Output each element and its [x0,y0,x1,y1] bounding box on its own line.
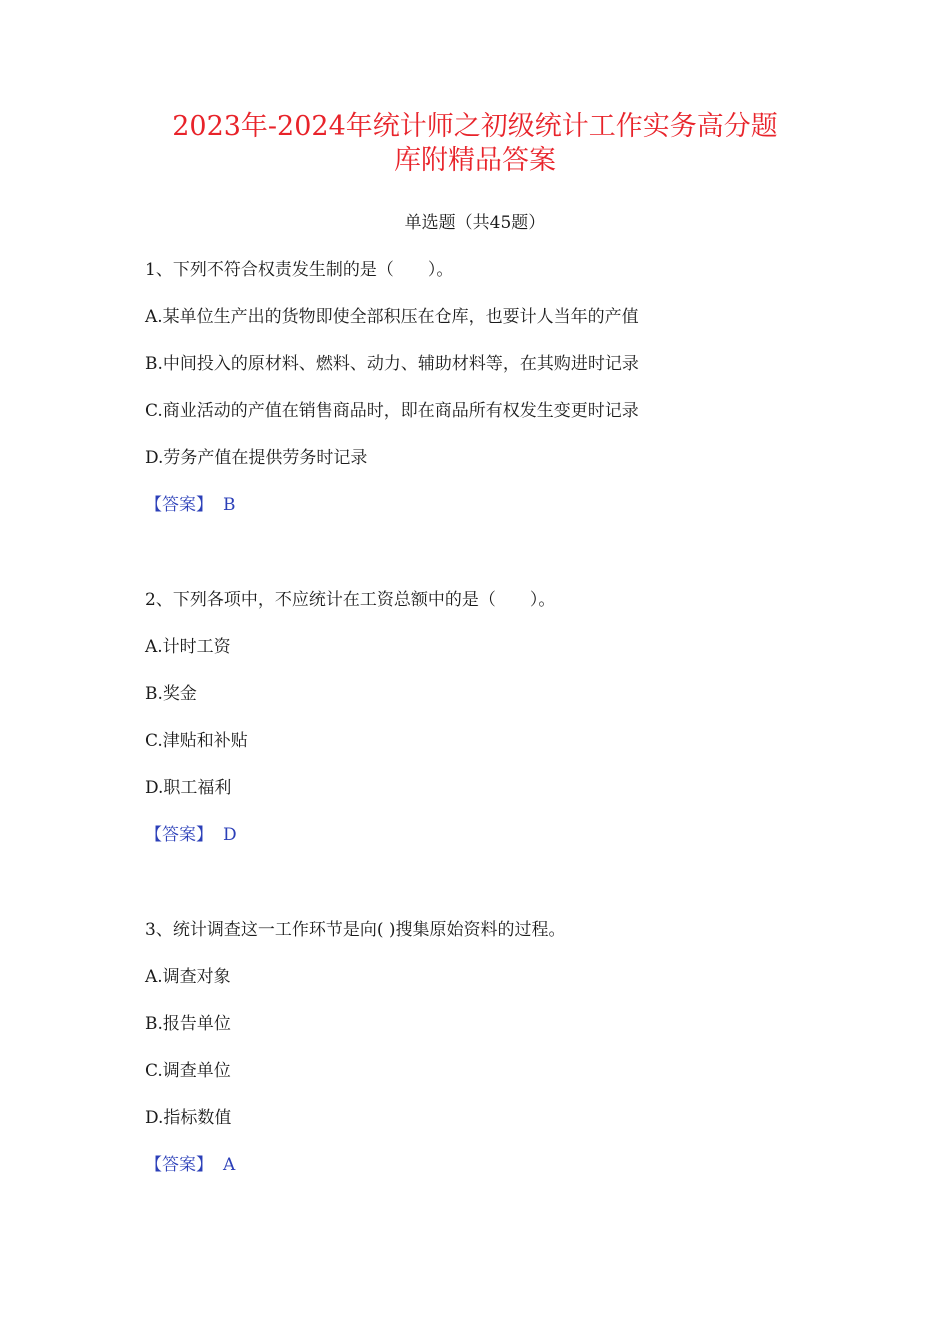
question-1-option-c: C.商业活动的产值在销售商品时，即在商品所有权发生变更时记录 [145,401,639,421]
answer-label: 【答案】 [145,1155,213,1175]
question-2-option-a: A.计时工资 [145,637,231,657]
question-1-option-a: A.某单位生产出的货物即使全部积压在仓库，也要计人当年的产值 [145,307,639,327]
question-1-option-d: D.劳务产值在提供劳务时记录 [145,448,368,468]
question-2-answer [145,824,237,846]
question-3-option-d: D.指标数值 [145,1108,232,1128]
question-3-option-a: A.调查对象 [145,967,231,987]
question-2-option-b: B.奖金 [145,684,197,704]
question-2-stem: 2、下列各项中，不应统计在工资总额中的是（ ）。 [145,590,556,610]
question-2-option-d: D.职工福利 [145,778,232,798]
question-3-stem: 3、统计调查这一工作环节是向( )搜集原始资料的过程。 [145,920,566,940]
question-1-stem: 1、下列不符合权责发生制的是（ ）。 [145,260,454,280]
question-3-answer [145,1154,235,1176]
question-3-option-c: C.调查单位 [145,1061,231,1081]
question-3-option-b: B.报告单位 [145,1014,231,1034]
question-1-option-b: B.中间投入的原材料、燃料、动力、辅助材料等，在其购进时记录 [145,354,639,374]
question-2-option-c: C.津贴和补贴 [145,731,248,751]
answer-value: D [223,825,237,845]
answer-label: 【答案】 [145,825,213,845]
answer-value: A [223,1155,236,1175]
document-title-line2: 库附精品答案 [394,145,556,176]
section-heading: 单选题（共45题） [404,213,546,233]
question-1-answer [145,494,236,516]
answer-value: B [223,495,236,515]
document-title-line1: 2023年-2024年统计师之初级统计工作实务高分题 [172,111,778,142]
answer-label: 【答案】 [145,495,213,515]
